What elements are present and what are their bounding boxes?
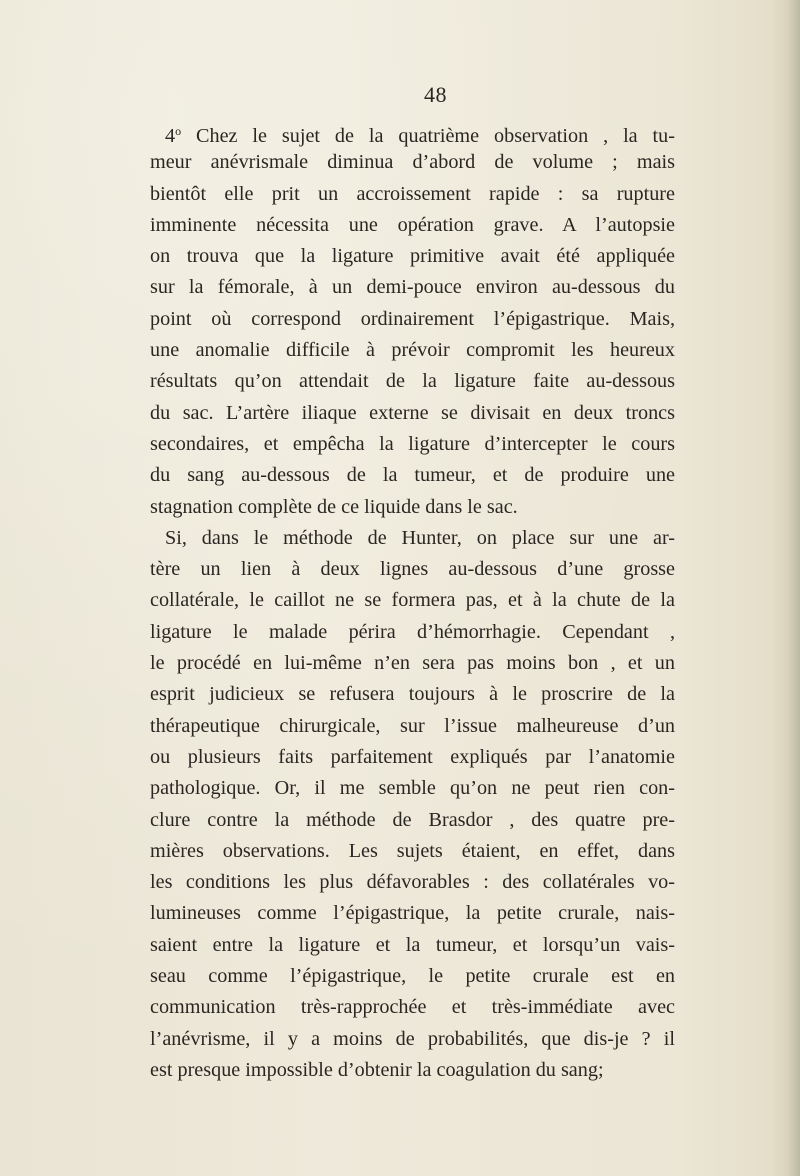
text-line: l’anévrisme, il y a moins de probabilités, que dis-je ? il — [150, 1027, 675, 1050]
text-line: pathologique. Or, il me semble qu’on ne peut rien con- — [150, 777, 675, 800]
text-line: collatérale, le caillot ne se formera pas, et à la chute de la — [150, 589, 675, 612]
page-number: 48 — [424, 82, 447, 107]
text-line: une anomalie difficile à prévoir compromit les heureux — [150, 339, 675, 362]
text-line: saient entre la ligature et la tumeur, et lorsqu’un vais- — [150, 933, 675, 956]
text-line: le procédé en lui-même n’en sera pas moins bon , et un — [150, 652, 675, 675]
text-line: résultats qu’on attendait de la ligature faite au-dessous — [150, 370, 675, 393]
text-line: ligature le malade périra d’hémorrhagie. Cependant , — [150, 620, 675, 643]
text-line: lumineuses comme l’épigastrique, la petite crurale, nais- — [150, 902, 675, 925]
text-line: Si, dans le méthode de Hunter, on place sur une ar- — [165, 526, 675, 549]
text-line: sur la fémorale, à un demi-pouce environ au-dessous du — [150, 276, 675, 299]
text-line: on trouva que la ligature primitive avait été appliquée — [150, 245, 675, 268]
text-line: communication très-rapprochée et très-immédiate avec — [150, 996, 675, 1019]
text-line: clure contre la méthode de Brasdor , des quatre pre- — [150, 808, 675, 831]
text-line: bientôt elle prit un accroissement rapide : sa rupture — [150, 182, 675, 205]
text-line: tère un lien à deux lignes au-dessous d’une grosse — [150, 558, 675, 581]
text-line: ou plusieurs faits parfaitement expliqués par l’anatomie — [150, 745, 675, 768]
list-number: 4 — [165, 125, 176, 147]
text-line: esprit judicieux se refusera toujours à le proscrire de la — [150, 683, 675, 706]
body-text — [150, 116, 675, 1086]
text-line: seau comme l’épigastrique, le petite crurale est en — [150, 965, 675, 988]
text-line: secondaires, et empêcha la ligature d’intercepter le cours — [150, 432, 675, 455]
text-line — [150, 116, 675, 147]
text-line: mières observations. Les sujets étaient, en effet, dans — [150, 839, 675, 862]
text-line: point où correspond ordinairement l’épigastrique. Mais, — [150, 307, 675, 330]
ordinal-superscript: o — [175, 124, 182, 138]
text-line: imminente nécessita une opération grave. A l’autopsie — [150, 213, 675, 236]
text-line: meur anévrismale diminua d’abord de volume ; mais — [150, 151, 675, 174]
text-line-content: Chez le sujet de la quatrième observation , la tu- — [181, 125, 675, 147]
page-edge-shadow — [770, 0, 800, 1176]
text-line: stagnation complète de ce liquide dans le sac. — [150, 495, 518, 518]
text-line: les conditions les plus défavorables : des collatérales vo- — [150, 871, 675, 894]
text-line: du sac. L’artère iliaque externe se divisait en deux troncs — [150, 401, 675, 424]
text-line: du sang au-dessous de la tumeur, et de produire une — [150, 464, 675, 487]
text-line: est presque impossible d’obtenir la coagulation du sang; — [150, 1058, 604, 1081]
text-line: thérapeutique chirurgicale, sur l’issue malheureuse d’un — [150, 714, 675, 737]
